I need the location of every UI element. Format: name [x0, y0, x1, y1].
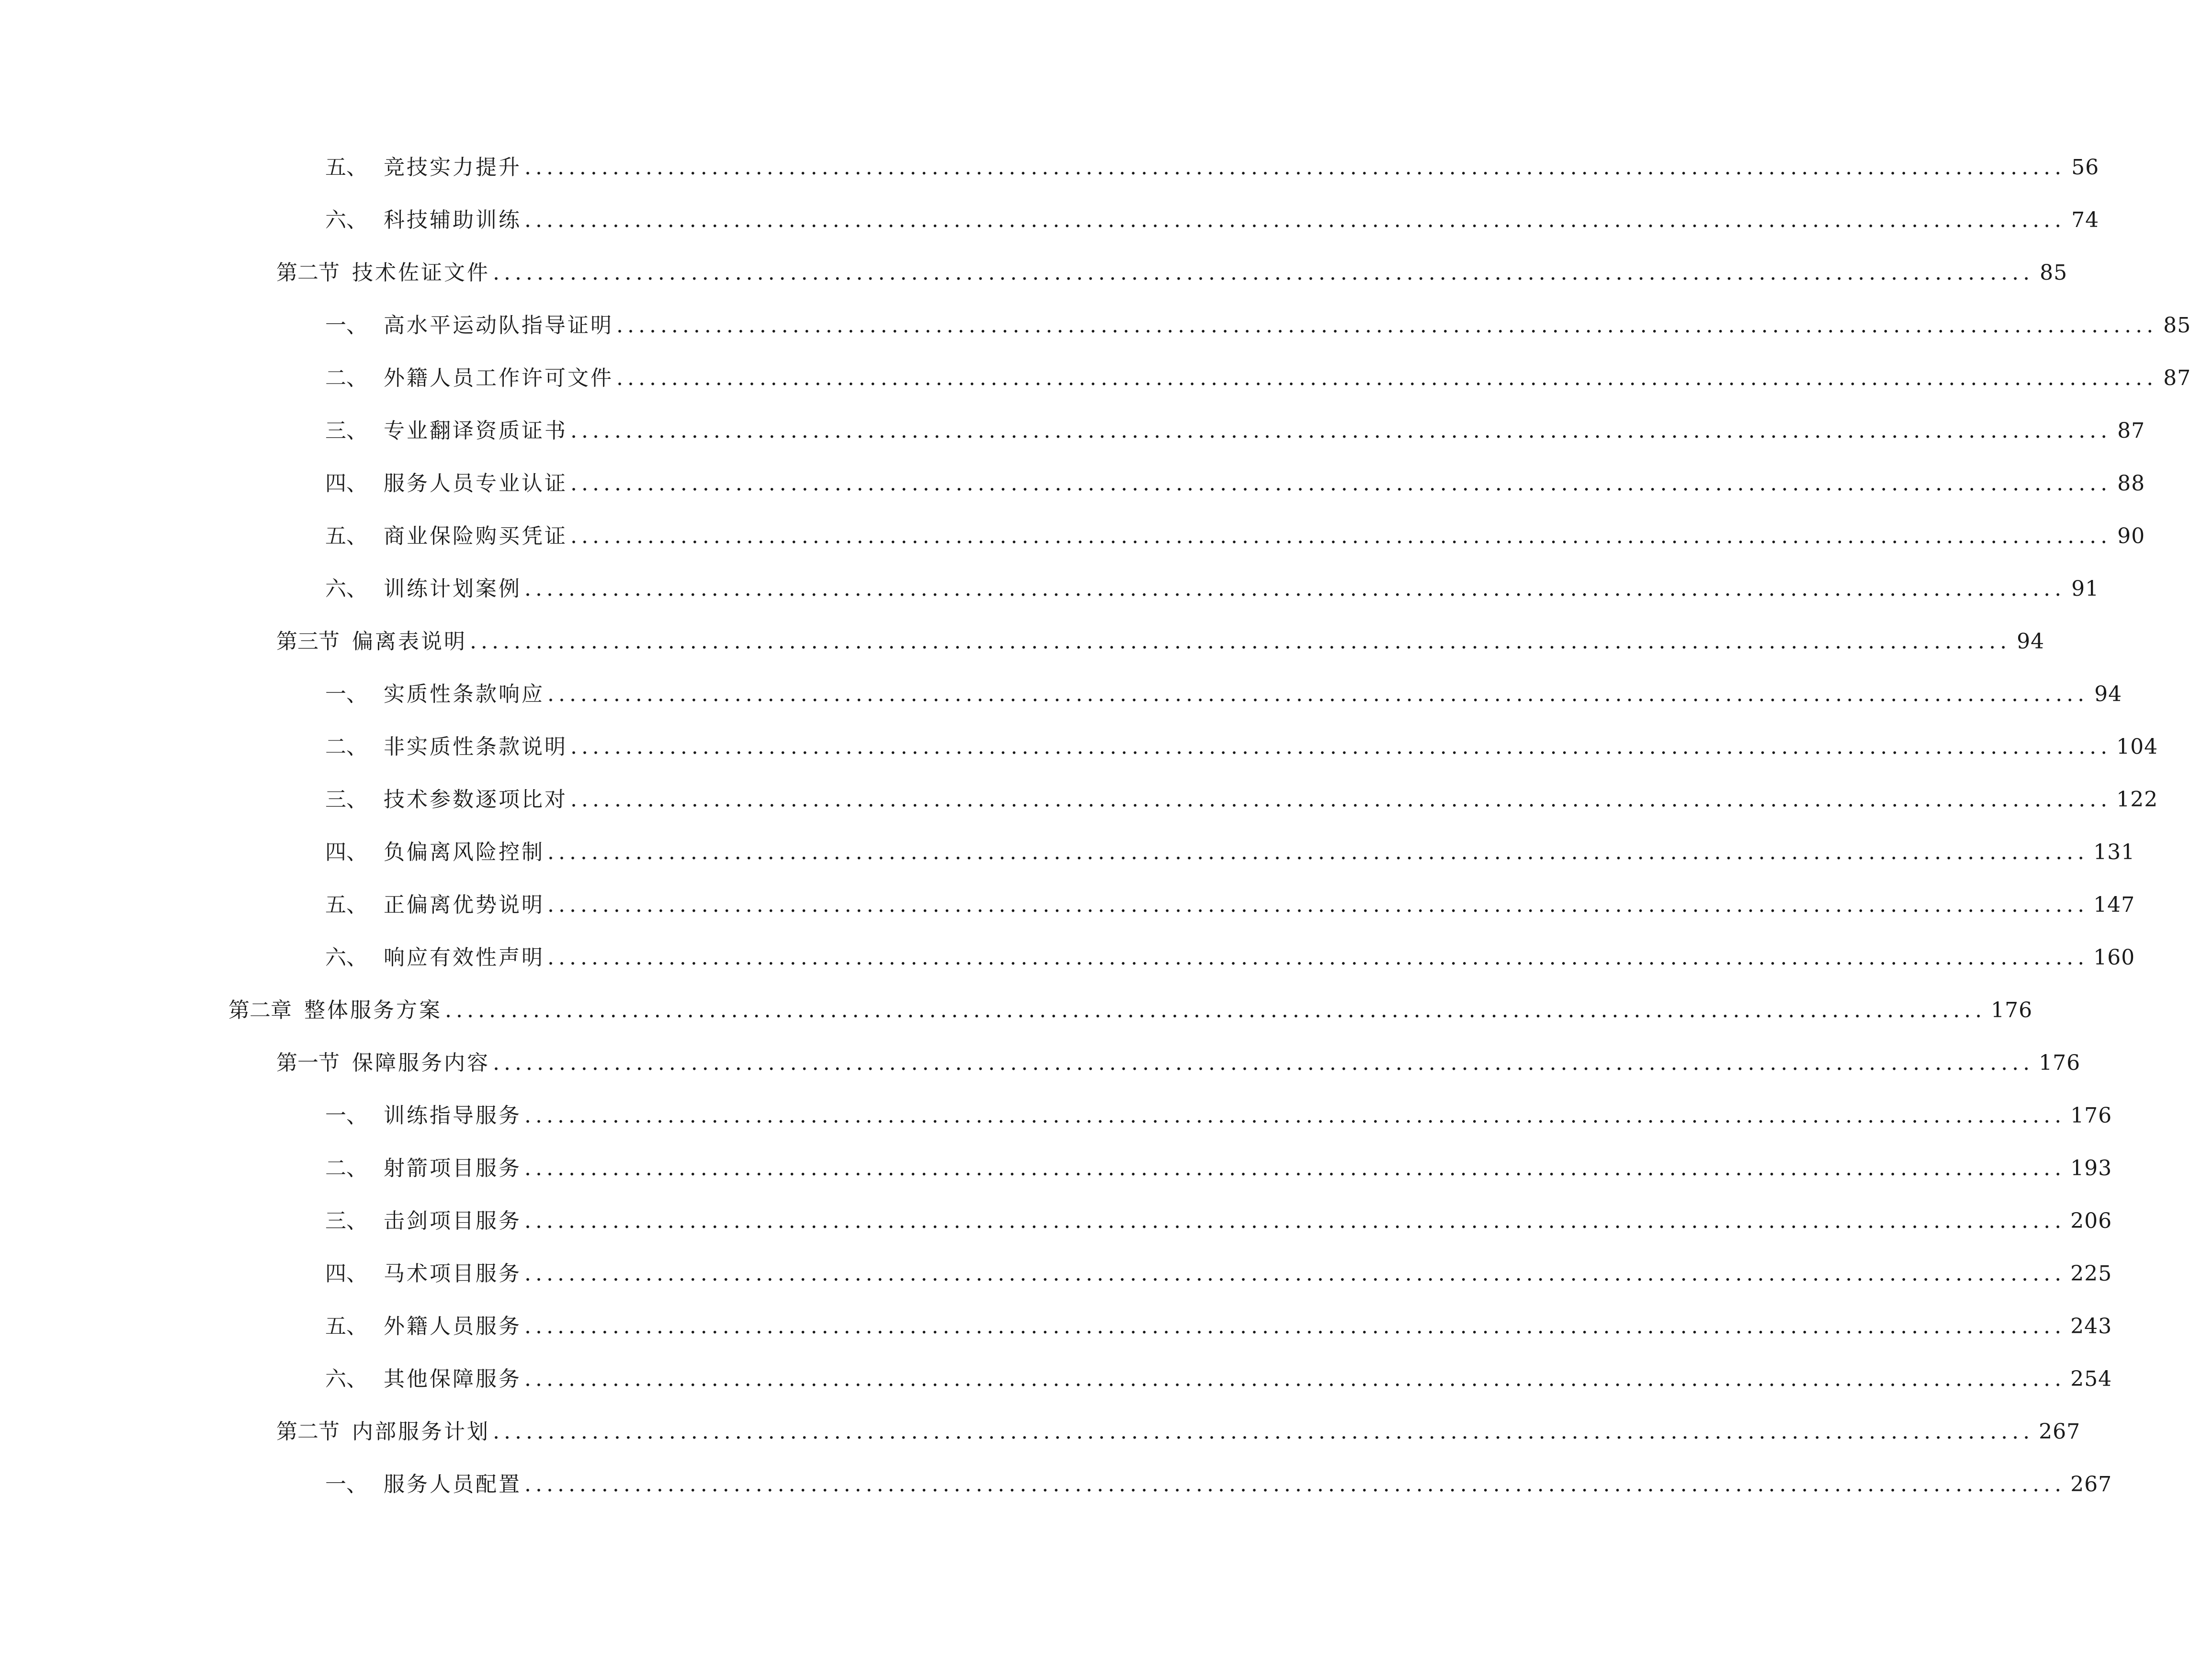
toc-entry[interactable] — [325, 1465, 2112, 1504]
toc-leader-dots: ............................................................................................................................................ — [570, 735, 2112, 759]
toc-entry-title: 非实质性条款说明 — [384, 735, 568, 759]
toc-page-number: 160 — [2093, 945, 2135, 970]
toc-page-number: 56 — [2071, 155, 2100, 180]
toc-entry-number: 六、 — [325, 1367, 367, 1391]
toc-page-number: 267 — [2070, 1472, 2112, 1497]
toc-page-number: 94 — [2017, 629, 2045, 654]
toc-entry-title: 正偏离优势说明 — [384, 893, 545, 917]
toc-entry-number: 一、 — [325, 1472, 367, 1497]
toc-entry-title: 训练计划案例 — [384, 577, 522, 601]
toc-entry-number: 二、 — [325, 366, 367, 390]
toc-leader-dots: ............................................................................................................................................ — [547, 840, 2089, 864]
toc-entry[interactable] — [325, 1307, 2112, 1346]
toc-entry-title: 服务人员专业认证 — [384, 471, 568, 496]
toc-leader-dots: ............................................................................................................................................ — [470, 629, 2011, 654]
toc-section-number: 第一节 — [276, 1051, 340, 1075]
toc-entry-number: 五、 — [325, 524, 367, 548]
toc-leader-dots: ............................................................................................................................................ — [524, 1156, 2066, 1181]
toc-entry[interactable] — [325, 1255, 2112, 1293]
toc-entry-title: 偏离表说明 — [352, 629, 467, 654]
toc-page-number: 90 — [2117, 524, 2146, 548]
toc-entry[interactable] — [228, 991, 2033, 1030]
toc-entry-number: 一、 — [325, 313, 367, 338]
toc-page-number: 131 — [2093, 840, 2135, 864]
toc-entry[interactable] — [325, 465, 2146, 503]
toc-entry-title: 科技辅助训练 — [384, 208, 522, 232]
toc-leader-dots: ............................................................................................................................................ — [570, 787, 2112, 812]
toc-leader-dots: ............................................................................................................................................ — [493, 1419, 2034, 1444]
toc-leader-dots: ............................................................................................................................................ — [524, 1209, 2066, 1233]
toc-entry[interactable] — [325, 728, 2158, 766]
toc-entry-number: 三、 — [325, 1209, 367, 1233]
toc-entry[interactable] — [325, 148, 2100, 187]
toc-entry-number: 五、 — [325, 893, 367, 917]
toc-page-number: 85 — [2163, 313, 2191, 338]
toc-entry-title: 竞技实力提升 — [384, 155, 522, 180]
toc-entry[interactable] — [325, 359, 2191, 397]
toc-leader-dots: ............................................................................................................................................ — [547, 945, 2089, 970]
toc-page-number: 176 — [2039, 1051, 2081, 1075]
toc-leader-dots: ............................................................................................................................................ — [524, 1103, 2066, 1128]
toc-entry-title: 响应有效性声明 — [384, 945, 545, 970]
toc-leader-dots: ............................................................................................................................................ — [616, 366, 2158, 390]
toc-page-number: 176 — [1991, 998, 2033, 1022]
toc-section-number: 第三节 — [276, 629, 340, 654]
toc-page-number: 87 — [2163, 366, 2191, 390]
toc-page-number: 243 — [2070, 1314, 2112, 1339]
toc-section-number: 第二节 — [276, 261, 340, 285]
toc-entry-number: 三、 — [325, 787, 367, 812]
toc-entry[interactable] — [276, 254, 2068, 292]
toc-entry-title: 整体服务方案 — [304, 998, 442, 1022]
toc-page-number: 91 — [2071, 577, 2100, 601]
toc-entry[interactable] — [276, 1044, 2081, 1082]
toc-leader-dots: ............................................................................................................................................ — [524, 155, 2066, 180]
toc-entry-number: 五、 — [325, 1314, 367, 1339]
toc-entry-title: 训练指导服务 — [384, 1103, 522, 1128]
toc-page-number: 147 — [2093, 893, 2135, 917]
toc-leader-dots: ............................................................................................................................................ — [570, 419, 2112, 443]
toc-leader-dots: ............................................................................................................................................ — [524, 1367, 2066, 1391]
toc-leader-dots: ............................................................................................................................................ — [493, 261, 2034, 285]
toc-entry[interactable] — [276, 623, 2045, 661]
toc-entry-number: 五、 — [325, 155, 367, 180]
toc-page-number: 225 — [2070, 1261, 2112, 1286]
toc-page-number: 94 — [2094, 682, 2123, 706]
toc-leader-dots: ............................................................................................................................................ — [547, 893, 2089, 917]
toc-entry[interactable] — [325, 833, 2135, 872]
toc-entry-title: 专业翻译资质证书 — [384, 419, 568, 443]
toc-leader-dots: ............................................................................................................................................ — [570, 524, 2112, 548]
toc-entry-number: 一、 — [325, 1103, 367, 1128]
toc-entry[interactable] — [325, 517, 2146, 556]
toc-leader-dots: ............................................................................................................................................ — [524, 1314, 2066, 1339]
toc-chapter-number: 第二章 — [228, 998, 292, 1022]
toc-entry-title: 其他保障服务 — [384, 1367, 522, 1391]
toc-leader-dots: ............................................................................................................................................ — [524, 1261, 2066, 1286]
toc-entry-number: 六、 — [325, 208, 367, 232]
toc-leader-dots: ............................................................................................................................................ — [616, 313, 2158, 338]
toc-entry-number: 六、 — [325, 945, 367, 970]
toc-leader-dots: ............................................................................................................................................ — [524, 577, 2066, 601]
toc-entry-number: 二、 — [325, 1156, 367, 1181]
toc-page-number: 88 — [2117, 471, 2146, 496]
toc-page-number: 85 — [2040, 261, 2068, 285]
toc-entry[interactable] — [325, 886, 2135, 924]
toc-page-number: 87 — [2117, 419, 2146, 443]
toc-leader-dots: ............................................................................................................................................ — [570, 471, 2112, 496]
toc-entry-title: 商业保险购买凭证 — [384, 524, 568, 548]
toc-section-number: 第二节 — [276, 1419, 340, 1444]
toc-entry-title: 实质性条款响应 — [384, 682, 545, 706]
toc-entry[interactable] — [325, 1202, 2112, 1240]
toc-entry-title: 射箭项目服务 — [384, 1156, 522, 1181]
toc-leader-dots: ............................................................................................................................................ — [524, 1472, 2066, 1497]
toc-page-number: 193 — [2070, 1156, 2112, 1181]
toc-leader-dots: ............................................................................................................................................ — [547, 682, 2089, 706]
toc-entry[interactable] — [325, 412, 2146, 450]
toc-entry-title: 马术项目服务 — [384, 1261, 522, 1286]
toc-entry-title: 技术佐证文件 — [352, 261, 490, 285]
toc-entry-title: 外籍人员工作许可文件 — [384, 366, 613, 390]
toc-entry[interactable] — [325, 1149, 2112, 1188]
toc-page-number: 74 — [2071, 208, 2100, 232]
toc-entry-number: 二、 — [325, 735, 367, 759]
toc-entry[interactable] — [276, 1413, 2081, 1451]
toc-entry-title: 负偏离风险控制 — [384, 840, 545, 864]
toc-entry-number: 四、 — [325, 471, 367, 496]
toc-entry-number: 四、 — [325, 1261, 367, 1286]
toc-page-number: 176 — [2070, 1103, 2112, 1128]
toc-entry-title: 高水平运动队指导证明 — [384, 313, 613, 338]
toc-entry[interactable] — [325, 306, 2191, 345]
toc-entry[interactable] — [325, 570, 2100, 608]
toc-page-number: 104 — [2116, 735, 2158, 759]
toc-entry-title: 内部服务计划 — [352, 1419, 490, 1444]
toc-entry[interactable] — [325, 201, 2100, 239]
toc-page-number: 122 — [2116, 787, 2158, 812]
toc-leader-dots: ............................................................................................................................................ — [445, 998, 1987, 1022]
toc-entry-number: 六、 — [325, 577, 367, 601]
toc-page-number: 254 — [2070, 1367, 2112, 1391]
toc-leader-dots: ............................................................................................................................................ — [493, 1051, 2034, 1075]
toc-entry[interactable] — [325, 1097, 2112, 1135]
toc-entry[interactable] — [325, 939, 2135, 977]
toc-page-number: 267 — [2039, 1419, 2081, 1444]
toc-entry-number: 四、 — [325, 840, 367, 864]
toc-entry-title: 技术参数逐项比对 — [384, 787, 568, 812]
toc-entry-title: 保障服务内容 — [352, 1051, 490, 1075]
toc-entry-title: 服务人员配置 — [384, 1472, 522, 1497]
toc-entry[interactable] — [325, 1360, 2112, 1398]
toc-entry-title: 外籍人员服务 — [384, 1314, 522, 1339]
toc-entry-number: 一、 — [325, 682, 367, 706]
toc-entry[interactable] — [325, 675, 2123, 714]
toc-entry[interactable] — [325, 781, 2158, 819]
toc-entry-title: 击剑项目服务 — [384, 1209, 522, 1233]
toc-entry-number: 三、 — [325, 419, 367, 443]
toc-leader-dots: ............................................................................................................................................ — [524, 208, 2066, 232]
toc-page-number: 206 — [2070, 1209, 2112, 1233]
